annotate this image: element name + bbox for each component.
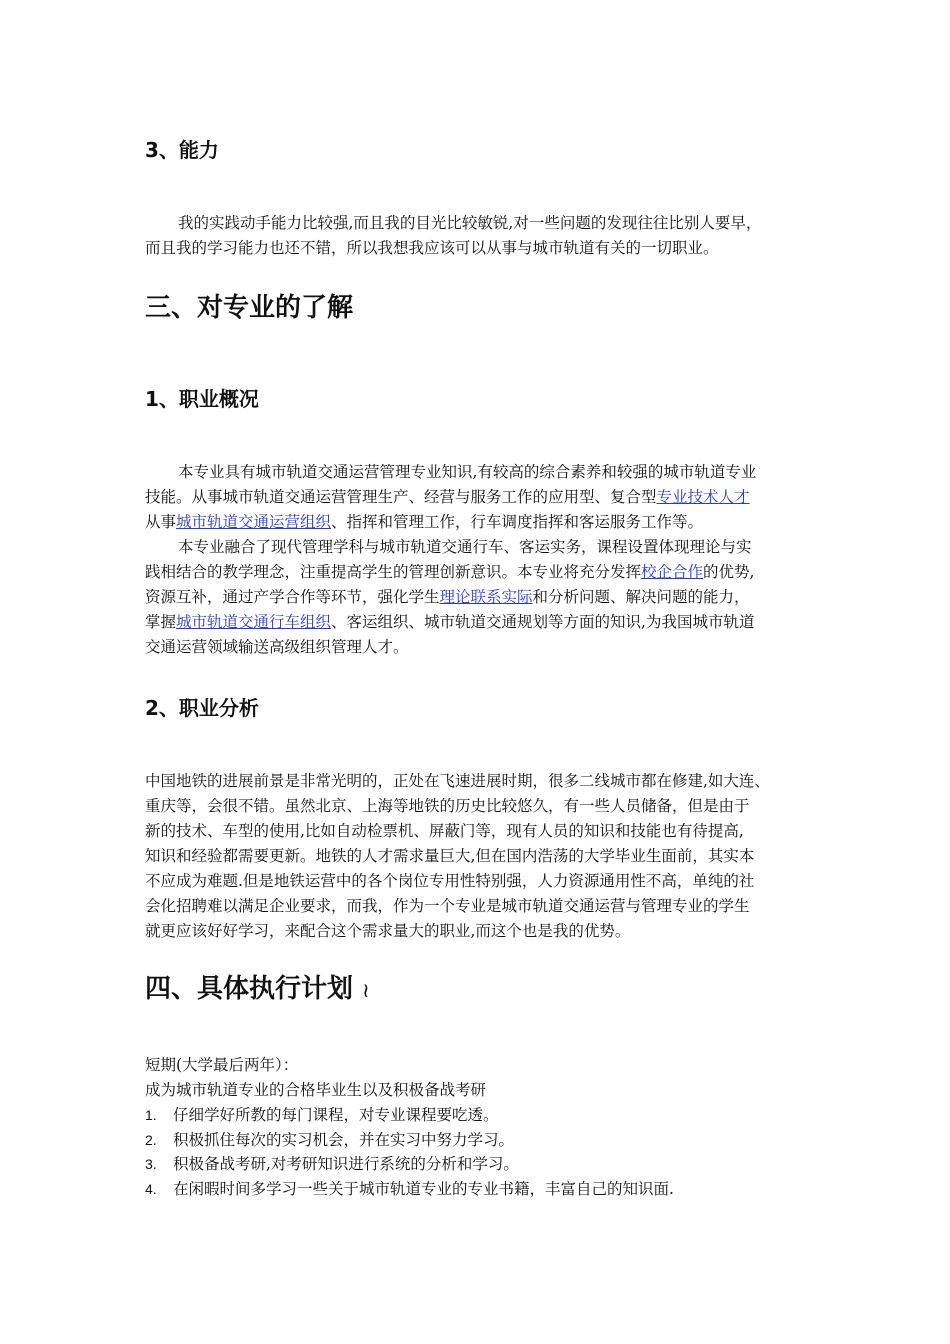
list-item-text: 积极备战考研,对考研知识进行系统的分析和学习。 bbox=[173, 1155, 519, 1174]
overview-p2-line-4-text-after: 、客运组织、城市轨道交通规划等方面的知识,为我国城市轨道 bbox=[331, 613, 755, 631]
execution-plan-heading bbox=[145, 972, 370, 1007]
overview-p2-line-3-text-after: 和分析问题、解决问题的能力， bbox=[532, 588, 750, 606]
overview-p2-line-2 bbox=[145, 560, 813, 585]
overview-p2-line-5: 交通运营领域输送高级组织管理人才。 bbox=[145, 638, 409, 656]
heading-edit-mark: ≀ bbox=[362, 978, 370, 1002]
list-item-text: 在闲暇时间多学习一些关于城市轨道专业的专业书籍，丰富自己的知识面. bbox=[173, 1179, 674, 1198]
list-item bbox=[145, 1177, 674, 1202]
overview-p1-line-3-text-before: 从事 bbox=[145, 513, 177, 531]
execution-plan-heading-text: 四、具体执行计划 bbox=[145, 974, 354, 1004]
career-analysis-heading: 2、职业分析 bbox=[145, 696, 259, 720]
overview-p2-line-4-text-before: 掌握 bbox=[145, 613, 177, 631]
plan-list bbox=[145, 1103, 674, 1201]
overview-p1-line-1: 本专业具有城市轨道交通运营管理专业知识,有较高的综合素养和较强的城市轨道专业 bbox=[178, 463, 757, 481]
list-item-text: 积极抓住每次的实习机会，并在实习中努力学习。 bbox=[173, 1130, 515, 1149]
career-overview-paragraphs bbox=[145, 460, 813, 660]
major-understanding-heading: 三、对专业的了解 bbox=[145, 293, 354, 323]
link-train-organization[interactable]: 城市轨道交通行车组织 bbox=[176, 613, 332, 631]
list-item-number: 2. bbox=[145, 1131, 157, 1148]
list-item bbox=[145, 1103, 674, 1128]
career-analysis-paragraph bbox=[145, 769, 813, 944]
link-operation-organization[interactable]: 城市轨道交通运营组织 bbox=[176, 513, 332, 531]
list-item-number: 1. bbox=[145, 1107, 157, 1123]
overview-p1-line-2 bbox=[145, 485, 813, 510]
list-item bbox=[145, 1152, 674, 1177]
analysis-line-1: 中国地铁的进展前景是非常光明的，正处在飞速进展时期，很多二线城市都在修建,如大连、 bbox=[145, 772, 770, 790]
career-overview-heading: 1、职业概况 bbox=[145, 387, 259, 411]
analysis-line-7: 就更应该好好学习，来配合这个需求量大的职业,而这个也是我的优势。 bbox=[145, 922, 631, 940]
ability-paragraph bbox=[145, 211, 813, 261]
ability-heading: 3、能力 bbox=[145, 138, 219, 162]
list-item-number: 4. bbox=[145, 1180, 157, 1197]
analysis-line-3: 新的技术、车型的使用,比如自动检票机、屏蔽门等，现有人员的知识和技能也有待提高, bbox=[145, 822, 744, 840]
ability-line-2: 而且我的学习能力也还不错，所以我想我应该可以从事与城市轨道有关的一切职业。 bbox=[145, 239, 719, 257]
analysis-line-4: 知识和经验都需要更新。地铁的人才需求量巨大,但在国内浩荡的大学毕业生面前，其实本 bbox=[145, 847, 755, 865]
link-professional-talent[interactable]: 专业技术人才 bbox=[656, 488, 750, 506]
overview-p1-line-3 bbox=[145, 510, 813, 535]
analysis-line-5: 不应成为难题.但是地铁运营中的各个岗位专用性特别强，人力资源通用性不高，单纯的社 bbox=[145, 872, 755, 890]
overview-p2-line-2-text-before: 践相结合的教学理念，注重提高学生的管理创新意识。本专业将充分发挥 bbox=[145, 563, 642, 581]
overview-p2-line-3 bbox=[145, 585, 813, 610]
link-school-enterprise-cooperation[interactable]: 校企合作 bbox=[641, 563, 704, 581]
overview-p1-line-2-text: 技能。从事城市轨道交通运营管理生产、经营与服务工作的应用型、复合型 bbox=[145, 488, 657, 506]
overview-p2-line-2-text-after: 的优势, bbox=[703, 563, 755, 581]
analysis-line-6: 会化招聘难以满足企业要求，而我，作为一个专业是城市轨道交通运营与管理专业的学生 bbox=[145, 897, 750, 915]
analysis-line-2: 重庆等，会很不错。虽然北京、上海等地铁的历史比较悠久，有一些人员储备，但是由于 bbox=[145, 797, 750, 815]
plan-goal: 成为城市轨道专业的合格毕业生以及积极备战考研 bbox=[145, 1081, 487, 1099]
list-item bbox=[145, 1128, 674, 1153]
overview-p2-line-1: 本专业融合了现代管理学科与城市轨道交通行车、客运实务，课程设置体现理论与实 bbox=[178, 538, 752, 556]
link-theory-practice[interactable]: 理论联系实际 bbox=[439, 588, 533, 606]
overview-p2-line-3-text-before: 资源互补，通过产学合作等环节，强化学生 bbox=[145, 588, 440, 606]
list-item-number: 3. bbox=[145, 1156, 157, 1173]
list-item-text: 仔细学好所教的每门课程，对专业课程要吃透。 bbox=[173, 1106, 499, 1124]
overview-p1-line-3-text-after: 、指挥和管理工作，行车调度指挥和客运服务工作等。 bbox=[331, 513, 704, 531]
overview-p2-line-4 bbox=[145, 610, 813, 635]
ability-line-1: 我的实践动手能力比较强,而且我的目光比较敏锐,对一些问题的发现往往比别人要早， bbox=[178, 214, 762, 232]
plan-period: 短期(大学最后两年）： bbox=[145, 1056, 299, 1074]
